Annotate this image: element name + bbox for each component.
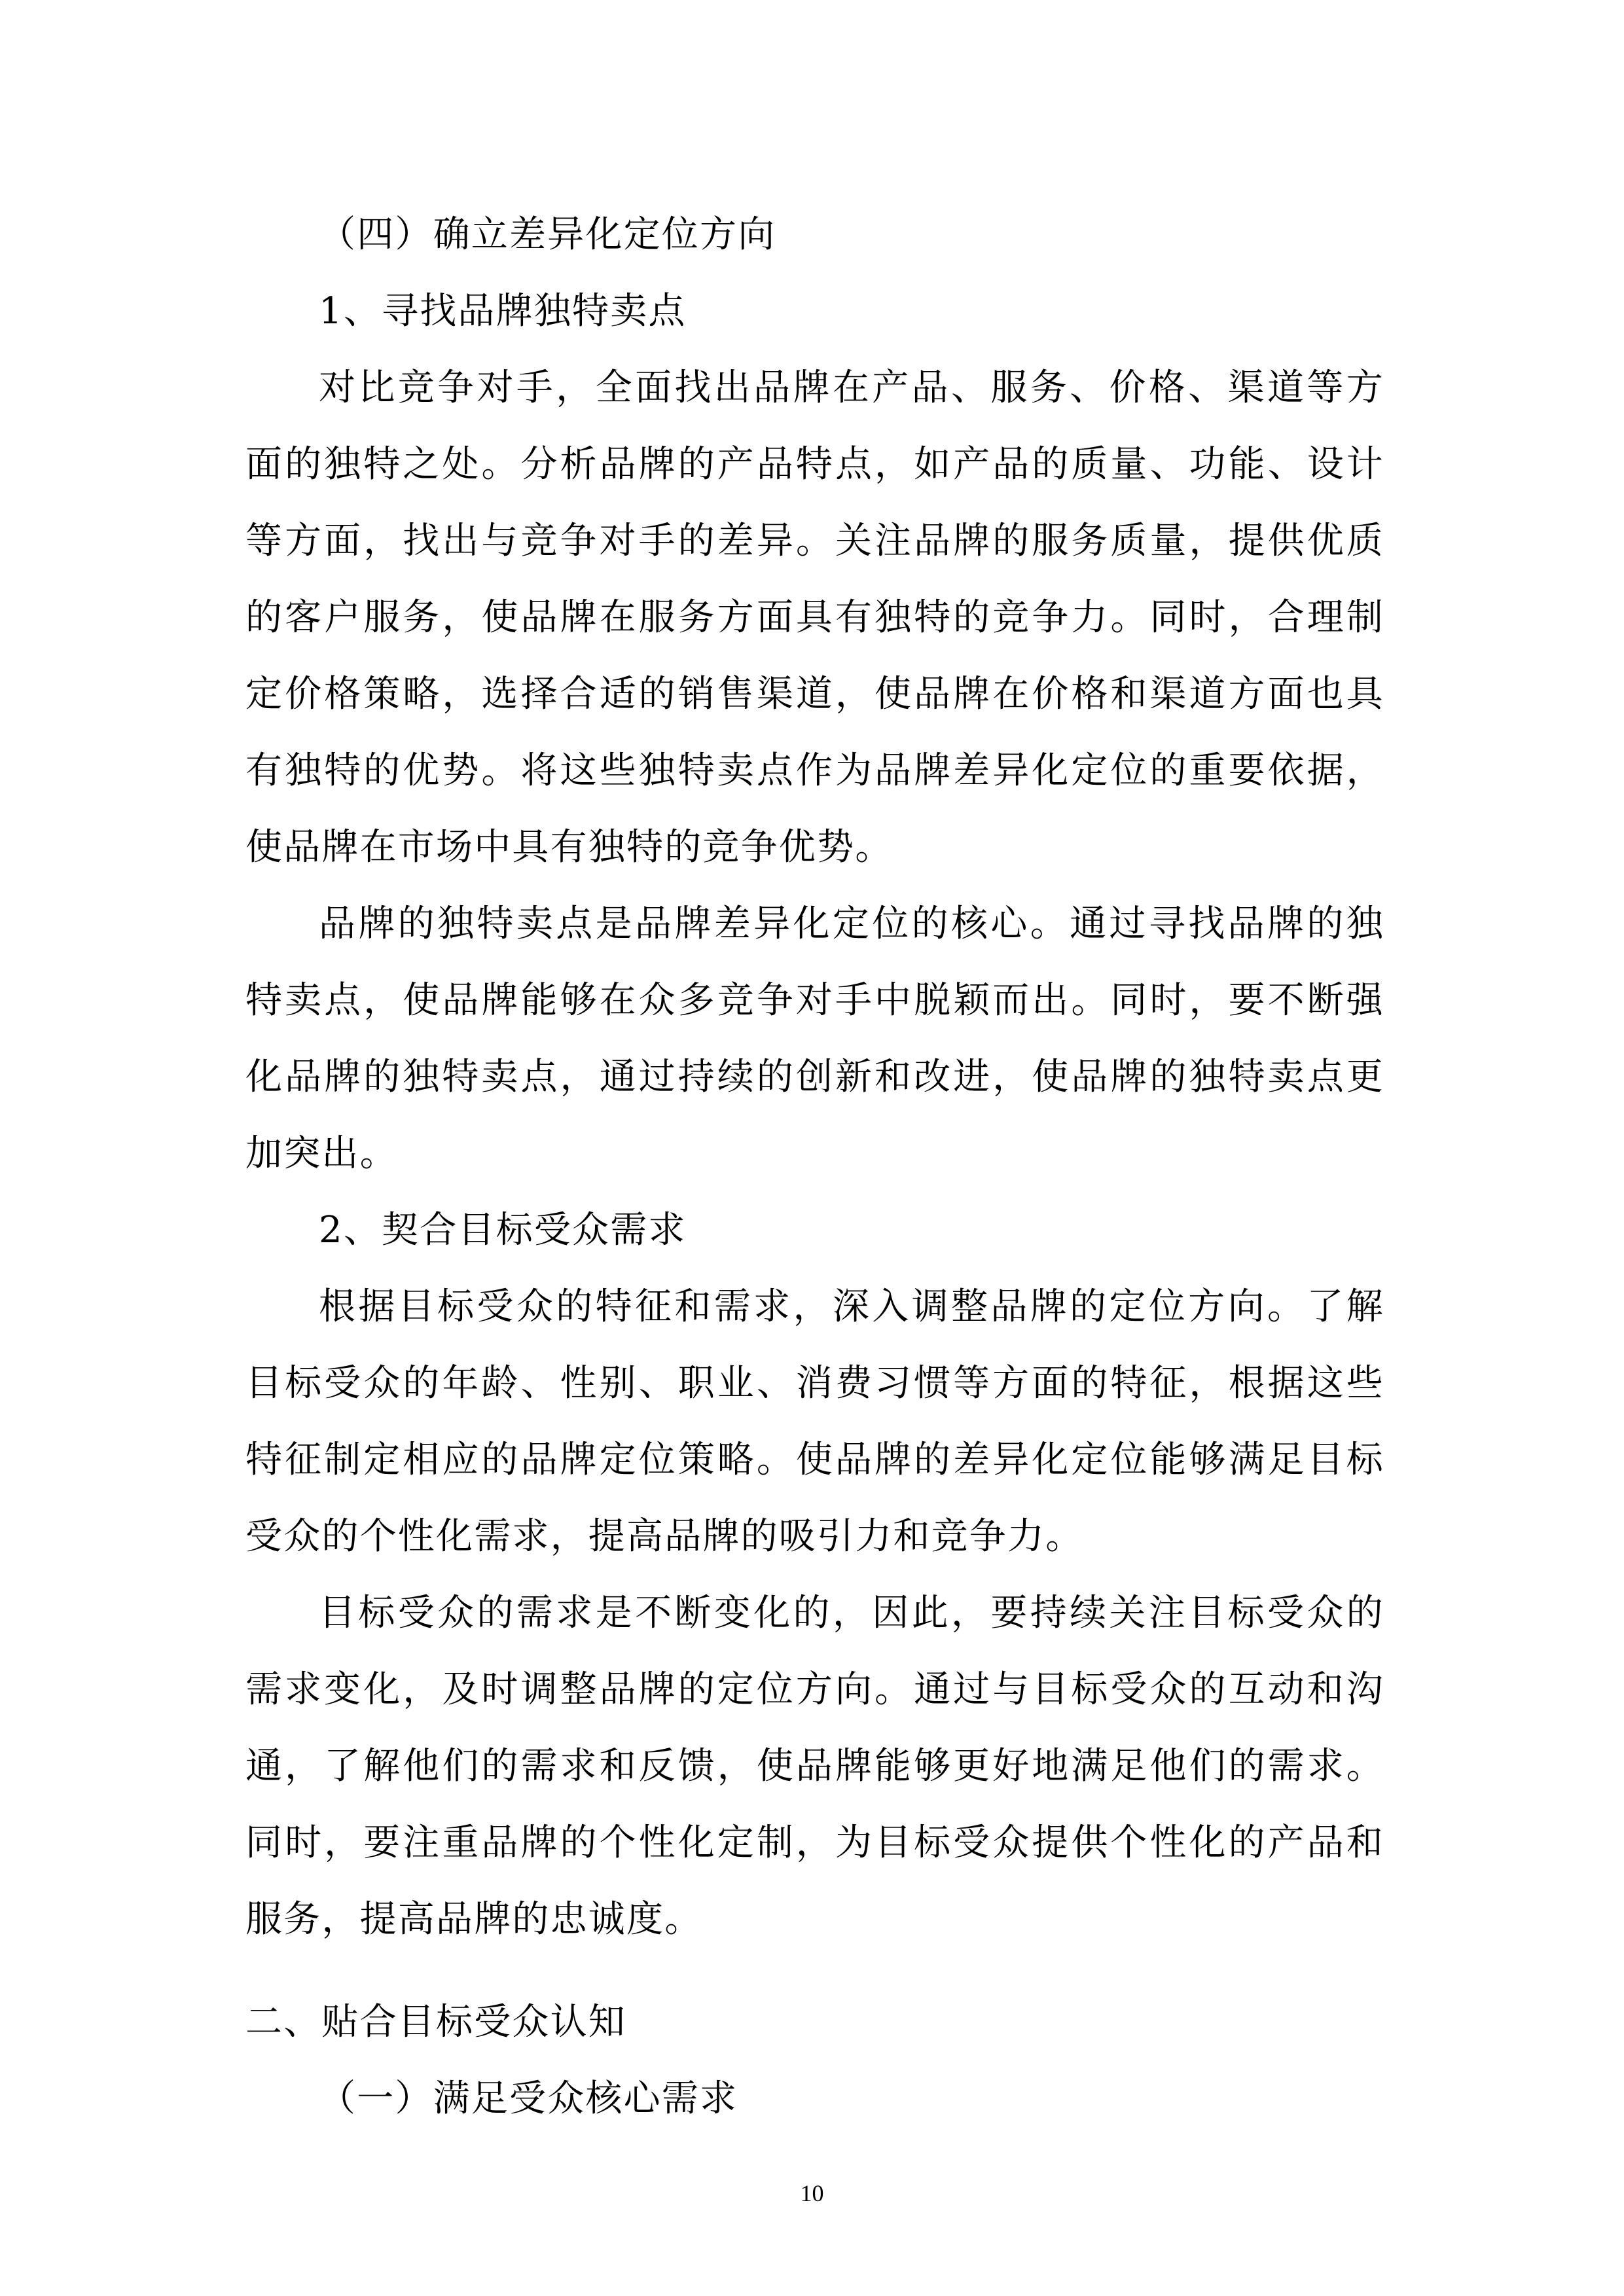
paragraph: 目标受众的需求是不断变化的，因此，要持续关注目标受众的需求变化，及时调整品牌的定位方向。通过与目标受众的互动和沟通，了解他们的需求和反馈，使品牌能够更好地满足他们的需求。同时，要注重品牌的个性化定制，为目标受众提供个性化的产品和服务，提高品牌的忠诚度。 [245,1592,1384,1941]
paragraph: 根据目标受众的特征和需求，深入调整品牌的定位方向。了解目标受众的年龄、性别、职业、消费习惯等方面的特征，根据这些特征制定相应的品牌定位策略。使品牌的差异化定位能够满足目标受众的个性化需求，提高品牌的吸引力和竞争力。 [245,1285,1384,1558]
main-section-heading: 二、贴合目标受众认知 [245,2001,626,2043]
item-heading-2: 2、契合目标受众需求 [319,1209,687,1251]
sub-section-heading: （四）确立差异化定位方向 [319,213,776,256]
page-content [245,196,1384,2137]
paragraph: 对比竞争对手，全面找出品牌在产品、服务、价格、渠道等方面的独特之处。分析品牌的产品特点，如产品的质量、功能、设计等方面，找出与竞争对手的差异。关注品牌的服务质量，提供优质的客户服务，使品牌在服务方面具有独特的竞争力。同时，合理制定价格策略，选择合适的销售渠道，使品牌在价格和渠道方面也具有独特的优势。将这些独特卖点作为品牌差异化定位的重要依据，使品牌在市场中具有独特的竞争优势。 [245,367,1384,869]
page-number: 10 [800,2180,824,2206]
paragraph: 品牌的独特卖点是品牌差异化定位的核心。通过寻找品牌的独特卖点，使品牌能够在众多竞争对手中脱颖而出。同时，要不断强化品牌的独特卖点，通过持续的创新和改进，使品牌的独特卖点更加突出。 [245,903,1384,1175]
next-sub-section-heading: （一）满足受众核心需求 [319,2077,738,2120]
item-heading-1: 1、寻找品牌独特卖点 [319,290,687,332]
